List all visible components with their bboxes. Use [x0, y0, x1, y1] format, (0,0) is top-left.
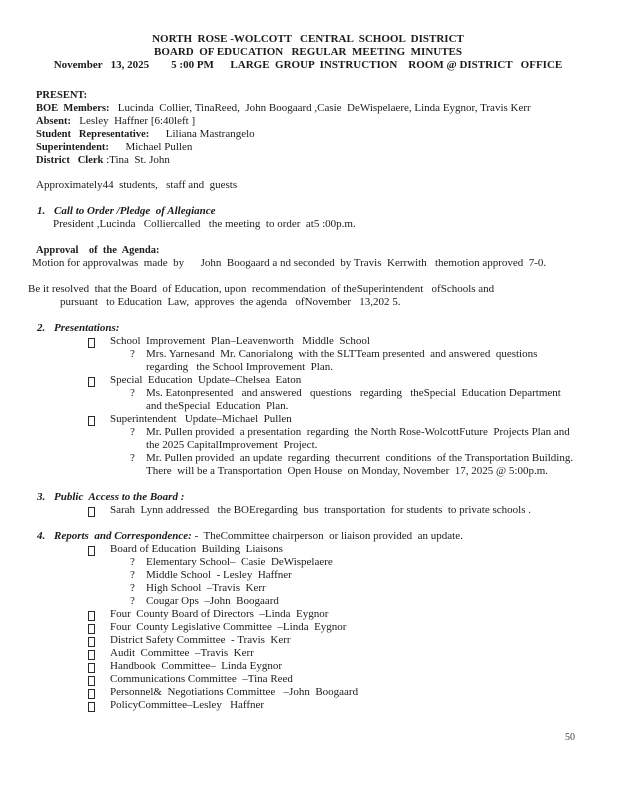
attendance-row-superintendent — [36, 141, 580, 154]
sub-bullet-text: Middle School - Lesley Haffner — [146, 569, 292, 581]
section-1-number: 1. — [37, 205, 46, 217]
student-rep-value: Liliana Mastrangelo — [149, 128, 255, 140]
agenda-resolution-block — [28, 283, 580, 309]
bullet-item — [36, 335, 580, 348]
section-4-title: Reports and Correspondence: — [54, 530, 192, 542]
question-mark-bullet-icon: ? — [130, 595, 135, 607]
question-mark-bullet-icon: ? — [130, 582, 135, 594]
bullet-text: PolicyCommittee–Lesley Haffner — [110, 699, 265, 711]
sub-bullet-item — [36, 426, 580, 452]
bullet-item — [36, 413, 580, 426]
missing-glyph-bullet-icon — [88, 338, 95, 348]
sub-bullet-item — [36, 582, 580, 595]
section-1-title: Call to Order /Pledge of Allegiance — [54, 205, 216, 217]
sub-bullet-item — [36, 569, 580, 582]
doc-title-line2: BOARD OF EDUCATION REGULAR MEETING MINUTES — [153, 46, 463, 58]
absent-label: Absent: — [36, 116, 72, 127]
question-mark-bullet-icon: ? — [130, 452, 135, 464]
bullet-item — [36, 673, 580, 686]
missing-glyph-bullet-icon — [88, 637, 95, 647]
bullet-text: Superintendent Update–Michael Pullen — [110, 413, 292, 425]
section-3-public-access — [36, 491, 580, 517]
section-1-heading — [36, 205, 580, 218]
section-2-presentations — [36, 322, 580, 478]
sub-bullet-item — [36, 387, 580, 413]
sub-bullet-item — [36, 452, 580, 478]
section-1-call-to-order — [36, 205, 580, 231]
attendance-row-absent — [36, 115, 580, 128]
superintendent-value: Michael Pullen — [108, 141, 193, 153]
boe-members-value: Lucinda Collier, TinaReed, John Boogaard ,Casie DeWispelaere, Linda Eygnor, Travis Kerr — [109, 102, 531, 114]
district-clerk-label: District Clerk — [36, 155, 104, 166]
bullet-item — [36, 543, 580, 556]
district-clerk-value: :Tina St. John — [103, 154, 170, 166]
bullet-text: Communications Committee –Tina Reed — [110, 673, 293, 685]
bullet-text: Four County Board of Directors –Linda Eygnor — [110, 608, 329, 620]
question-mark-bullet-icon: ? — [130, 426, 135, 438]
resolution-line2: pursuant to Education Law, approves the agenda ofNovember 13,202 5. — [60, 296, 401, 308]
section-4-reports — [36, 530, 580, 712]
agenda-motion-line: Motion for approvalwas made by John Boogaard a nd seconded by Travis Kerrwith themotion approved 7-0. — [32, 257, 547, 269]
missing-glyph-bullet-icon — [88, 702, 95, 712]
attendance-block — [36, 89, 580, 167]
document-header — [36, 33, 580, 72]
agenda-approval-heading — [36, 244, 580, 257]
bullet-text: Board of Education Building Liaisons — [110, 543, 283, 555]
agenda-approval-block — [32, 244, 580, 270]
sub-bullet-item — [36, 595, 580, 608]
missing-glyph-bullet-icon — [88, 689, 95, 699]
missing-glyph-bullet-icon — [88, 650, 95, 660]
bullet-text: Four County Legislative Committee –Linda Eygnor — [110, 621, 347, 633]
bullet-item — [36, 660, 580, 673]
bullet-text: Sarah Lynn addressed the BOEregarding bus transportation for students to private schools . — [110, 504, 531, 516]
sub-bullet-text: Mr. Pullen provided an update regarding thecurrent conditions of the Transportation Building. There will be a Transportation Open House on Monday, November 17, 2025 @ 5:00p.m. — [146, 452, 576, 477]
sub-bullet-item — [36, 348, 580, 374]
bullet-item — [36, 374, 580, 387]
section-3-title: Public Access to the Board : — [54, 491, 185, 503]
sub-bullet-text: Elementary School– Casie DeWispelaere — [146, 556, 333, 568]
bullet-text: Audit Committee –Travis Kerr — [110, 647, 254, 659]
bullet-text: Personnel& Negotiations Committee –John Boogaard — [110, 686, 359, 698]
question-mark-bullet-icon: ? — [130, 348, 135, 360]
agenda-approval-label: Approval of the Agenda: — [36, 245, 160, 256]
page-number: 50 — [565, 732, 575, 743]
resolution-line1: Be it resolved that the Board of Education, upon recommendation of theSuperintendent ofSchools and — [28, 283, 495, 295]
section-4-number: 4. — [37, 530, 46, 542]
sub-bullet-text: Cougar Ops –John Boogaard — [146, 595, 279, 607]
boe-members-label: BOE Members: — [36, 103, 110, 114]
section-2-heading — [36, 322, 580, 335]
missing-glyph-bullet-icon — [88, 507, 95, 517]
attendance-row-clerk — [36, 154, 580, 167]
question-mark-bullet-icon: ? — [130, 387, 135, 399]
student-rep-label: Student Representative: — [36, 129, 150, 140]
attendance-row-boe — [36, 102, 580, 115]
attendance-row-student — [36, 128, 580, 141]
section-2-title: Presentations: — [54, 322, 120, 334]
bullet-item — [36, 621, 580, 634]
missing-glyph-bullet-icon — [88, 676, 95, 686]
section-4-heading — [36, 530, 580, 543]
section-4-title-rest: - TheCommittee chairperson or liaison provided an update. — [191, 530, 463, 542]
attendance-note: Approximately44 students, staff and guests — [36, 179, 238, 191]
question-mark-bullet-icon: ? — [130, 556, 135, 568]
bullet-text: District Safety Committee - Travis Kerr — [110, 634, 291, 646]
section-2-number: 2. — [37, 322, 46, 334]
present-heading — [36, 89, 580, 102]
missing-glyph-bullet-icon — [88, 377, 95, 387]
missing-glyph-bullet-icon — [88, 546, 95, 556]
section-3-number: 3. — [37, 491, 46, 503]
sub-bullet-text: Mr. Pullen provided a presentation regarding the North Rose-WolcottFuture Projects Plan and the 2025 CapitalImprovement Project. — [146, 426, 576, 451]
absent-value: Lesley Haffner [6:40left ] — [71, 115, 196, 127]
question-mark-bullet-icon: ? — [130, 569, 135, 581]
sub-bullet-item — [36, 556, 580, 569]
missing-glyph-bullet-icon — [88, 611, 95, 621]
superintendent-label: Superintendent: — [36, 142, 109, 153]
missing-glyph-bullet-icon — [88, 416, 95, 426]
doc-title-line1: NORTH ROSE -WOLCOTT CENTRAL SCHOOL DISTRICT — [152, 33, 464, 45]
missing-glyph-bullet-icon — [88, 663, 95, 673]
bullet-item — [36, 686, 580, 699]
sub-bullet-text: High School –Travis Kerr — [146, 582, 266, 594]
bullet-text: Special Education Update–Chelsea Eaton — [110, 374, 302, 386]
section-1-body: President ,Lucinda Colliercalled the meeting to order at5 :00p.m. — [53, 218, 356, 230]
section-4-title-line — [54, 530, 463, 543]
section-3-heading — [36, 491, 580, 504]
bullet-item — [36, 504, 580, 517]
bullet-text: School Improvement Plan–Leavenworth Middle School — [110, 335, 370, 347]
doc-title-line3: November 13, 2025 5 :00 PM LARGE GROUP INSTRUCTION ROOM @ DISTRICT OFFICE — [53, 59, 563, 71]
bullet-item — [36, 699, 580, 712]
sub-bullet-text: Ms. Eatonpresented and answered questions regarding theSpecial Education Department and theSpecial Education Plan. — [146, 387, 567, 412]
missing-glyph-bullet-icon — [88, 624, 95, 634]
present-label: PRESENT: — [36, 90, 88, 101]
bullet-text: Handbook Committee– Linda Eygnor — [110, 660, 282, 672]
sub-bullet-text: Mrs. Yarnesand Mr. Canorialong with the SLTTeam presented and answered questions regarding the School Improvement Plan. — [146, 348, 541, 373]
bullet-item — [36, 647, 580, 660]
bullet-item — [36, 634, 580, 647]
bullet-item — [36, 608, 580, 621]
